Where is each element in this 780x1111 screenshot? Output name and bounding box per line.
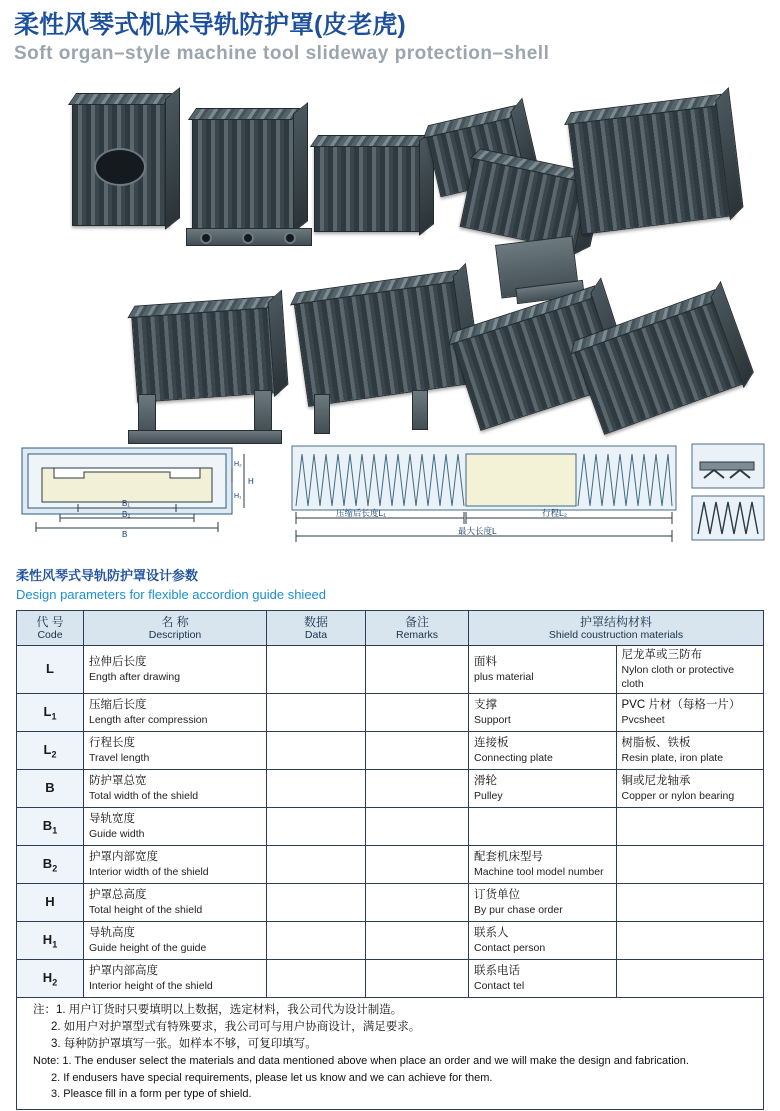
bellow-top-face: [310, 135, 426, 147]
desc-cn: 护罩总高度: [89, 889, 147, 901]
cell-description: [84, 846, 267, 884]
cell-data[interactable]: [267, 646, 366, 694]
desc-en: Interior height of the shield: [89, 980, 213, 992]
material-cn: 配套机床型号: [474, 851, 543, 863]
cell-material-name: [469, 846, 617, 884]
material-value-en: Resin plate, iron plate: [621, 752, 724, 764]
material-cn: 订货单位: [474, 889, 520, 901]
code-letter: H: [45, 893, 55, 909]
cell-description: [84, 646, 267, 694]
note-cn-3: 3. 每种防护罩填写一张。如样本不够，可复印填写。: [51, 1038, 317, 1050]
cell-material-name: [469, 922, 617, 960]
desc-en: Travel length: [89, 752, 150, 764]
product-photo-2: [192, 117, 296, 227]
table-row: [17, 646, 764, 694]
table-row: [17, 770, 764, 808]
material-en: Pulley: [474, 790, 503, 802]
material-en: plus material: [474, 671, 534, 683]
cell-material-value: [616, 770, 764, 808]
material-en: By pur chase order: [474, 904, 563, 916]
cell-code: [17, 770, 84, 808]
code-subscript: 2: [51, 749, 57, 760]
product-photo-6: [568, 103, 733, 233]
col-materials-en: Shield coustruction materials: [548, 628, 684, 641]
cell-description: [84, 808, 267, 846]
svg-text:B₂: B₂: [122, 510, 131, 519]
material-en: Connecting plate: [474, 752, 553, 764]
table-row: [17, 808, 764, 846]
code-subscript: 2: [52, 977, 58, 988]
desc-cn: 导轨高度: [89, 927, 135, 939]
cell-description: [84, 770, 267, 808]
note-cn-2: 2. 如用户对护罩型式有特殊要求，我公司可与用户协商设计，满足要求。: [51, 1021, 421, 1033]
cell-data[interactable]: [267, 960, 366, 998]
col-remarks-en: Remarks: [395, 628, 438, 641]
cell-material-value[interactable]: [616, 922, 764, 960]
note-en-3: 3. Pleasce fill in a form per type of shield.: [51, 1088, 252, 1100]
code-letter: L: [43, 741, 52, 757]
bellow-side-face: [293, 102, 308, 233]
cell-material-name: [469, 770, 617, 808]
product-photo-7: [131, 305, 277, 401]
cell-description: [84, 960, 267, 998]
col-remarks-cn: 备注: [404, 614, 429, 629]
cell-remark[interactable]: [366, 808, 469, 846]
col-data-cn: 数据: [303, 614, 328, 629]
cell-code: [17, 694, 84, 732]
support-leg: [314, 394, 330, 434]
cell-remark[interactable]: [366, 884, 469, 922]
col-code-cn: 代 号: [36, 614, 64, 629]
page-title-en: Soft organ–style machine tool slideway protection–shell: [14, 43, 550, 64]
col-materials-cn: 护罩结构材料: [579, 614, 652, 629]
cell-data[interactable]: [267, 922, 366, 960]
cell-data[interactable]: [267, 770, 366, 808]
technical-drawing-band: [14, 442, 766, 562]
code-letter: H: [42, 969, 53, 985]
bellow-bore-icon: [94, 148, 146, 186]
cell-code: [17, 922, 84, 960]
code-letter: H: [42, 931, 53, 947]
table-row: [17, 922, 764, 960]
cell-code: [17, 846, 84, 884]
cell-material-name: [469, 884, 617, 922]
desc-en: Total width of the shield: [89, 790, 199, 802]
cell-description: [84, 694, 267, 732]
desc-cn: 拉伸后长度: [89, 656, 147, 668]
cell-material-value[interactable]: [616, 884, 764, 922]
table-row: [17, 884, 764, 922]
cell-code: [17, 732, 84, 770]
page-header: [0, 0, 780, 66]
product-photo-8: [294, 279, 471, 405]
support-leg: [412, 390, 428, 430]
plate-hole: [284, 232, 296, 244]
bellow-body: [192, 117, 298, 229]
material-cn: 支撑: [474, 699, 497, 711]
table-row: [17, 846, 764, 884]
note-en-1: Note: 1. The enduser select the materials and data mentioned above when place an order and we will make the design and fabrication.: [33, 1055, 689, 1067]
material-value-en: Pvcsheet: [621, 714, 665, 726]
cell-material-name: [469, 694, 617, 732]
cell-code: [17, 646, 84, 694]
material-value-cn: 尼龙革或三防布: [621, 649, 702, 661]
desc-cn: 导轨宽度: [89, 813, 135, 825]
material-value-cn: 树脂板、铁板: [621, 737, 691, 749]
design-parameters-table: [16, 610, 764, 998]
cell-material-value[interactable]: [616, 960, 764, 998]
notes-block: [16, 998, 764, 1110]
svg-text:压缩后长度L₁: 压缩后长度L₁: [336, 508, 387, 518]
table-head: [17, 611, 764, 646]
bellow-body: [131, 305, 279, 403]
material-cn: 滑轮: [474, 775, 497, 787]
desc-cn: 行程长度: [89, 737, 135, 749]
desc-cn: 压缩后长度: [89, 699, 147, 711]
cell-remark[interactable]: [366, 960, 469, 998]
table-body: [17, 646, 764, 998]
desc-en: Ength after drawing: [89, 671, 181, 683]
cell-material-name: [469, 960, 617, 998]
note-en-2: 2. If endusers have special requirements, please let us know and we can achieve for them.: [51, 1071, 493, 1084]
cell-code: [17, 960, 84, 998]
code-letter: B: [42, 817, 53, 833]
cell-description: [84, 732, 267, 770]
code-subscript: 1: [52, 825, 58, 836]
cell-material-name: [469, 646, 617, 694]
support-leg: [254, 390, 272, 432]
cell-material-value: [616, 694, 764, 732]
code-letter: B: [42, 855, 53, 871]
material-cn: 联系电话: [474, 965, 520, 977]
cell-remark[interactable]: [366, 646, 469, 694]
svg-text:行程L₂: 行程L₂: [542, 508, 568, 518]
cell-remark[interactable]: [366, 732, 469, 770]
material-en: Support: [474, 714, 511, 726]
cell-data[interactable]: [267, 884, 366, 922]
bellow-top-face: [68, 93, 172, 105]
col-code: [17, 611, 84, 646]
svg-text:H: H: [248, 477, 254, 486]
cell-data[interactable]: [267, 808, 366, 846]
col-description: [84, 611, 267, 646]
subtitle-cn: 柔性风琴式导轨防护罩设计参数: [16, 568, 199, 583]
material-en: Contact tel: [474, 980, 525, 992]
cell-data[interactable]: [267, 694, 366, 732]
desc-en: Guide height of the guide: [89, 942, 207, 954]
material-cn: 面料: [474, 656, 497, 668]
product-photo-3: [314, 144, 422, 230]
desc-cn: 护罩内部宽度: [89, 851, 158, 863]
material-en: Contact person: [474, 942, 546, 954]
desc-en: Guide width: [89, 828, 145, 840]
cross-section-drawing: [20, 442, 272, 554]
material-value-cn: 铜或尼龙轴承: [621, 775, 691, 787]
material-value-cn: PVC 片材（每格一片）: [621, 699, 741, 711]
material-value-en: Nylon cloth or protective cloth: [621, 664, 735, 690]
material-value-en: Copper or nylon bearing: [621, 790, 735, 802]
col-description-en: Description: [148, 628, 202, 641]
length-diagram: [290, 442, 678, 554]
profile-detail-diagram: [690, 442, 766, 554]
svg-text:B: B: [122, 530, 128, 539]
cell-data[interactable]: [267, 732, 366, 770]
cell-material-value: [616, 732, 764, 770]
cell-data[interactable]: [267, 846, 366, 884]
cell-remark[interactable]: [366, 846, 469, 884]
cell-code: [17, 808, 84, 846]
cell-material-value: [616, 646, 764, 694]
cell-material-name: [469, 732, 617, 770]
code-subscript: 1: [52, 939, 58, 950]
code-subscript: 2: [52, 863, 58, 874]
svg-text:H₁: H₁: [234, 493, 242, 500]
desc-en: Interior width of the shield: [89, 866, 209, 878]
code-subscript: 1: [51, 711, 57, 722]
cell-description: [84, 922, 267, 960]
col-remarks: [366, 611, 469, 646]
design-parameters-subtitle: [0, 562, 780, 604]
product-photo-band: [14, 72, 766, 430]
material-en: Machine tool model number: [474, 866, 604, 878]
table-row: [17, 694, 764, 732]
desc-en: Total height of the shield: [89, 904, 203, 916]
cell-code: [17, 884, 84, 922]
cell-description: [84, 884, 267, 922]
page-title-cn: 柔性风琴式机床导轨防护罩(皮老虎): [14, 11, 406, 39]
cell-material-value: [616, 808, 764, 846]
svg-text:最大长度L: 最大长度L: [458, 526, 497, 536]
cell-material-value[interactable]: [616, 846, 764, 884]
col-materials: [469, 611, 764, 646]
cell-remark[interactable]: [366, 922, 469, 960]
col-code-en: Code: [37, 628, 63, 641]
material-cn: 联系人: [474, 927, 509, 939]
code-letter: B: [45, 779, 55, 795]
svg-text:B₁: B₁: [122, 499, 131, 508]
subtitle-en: Design parameters for flexible accordion guide shieed: [16, 587, 327, 602]
desc-en: Length after compression: [89, 714, 208, 726]
bellow-side-face: [165, 87, 180, 230]
bellow-body: [314, 144, 424, 232]
cell-remark[interactable]: [366, 694, 469, 732]
bellow-body: [568, 103, 735, 235]
desc-cn: 护罩内部高度: [89, 965, 158, 977]
desc-cn: 防护罩总宽: [89, 775, 147, 787]
code-letter: L: [46, 660, 54, 676]
plate-hole: [200, 232, 212, 244]
col-data-en: Data: [304, 628, 328, 641]
cell-material-name: [469, 808, 617, 846]
table-row: [17, 960, 764, 998]
bellow-top-face: [188, 108, 300, 120]
table-row: [17, 732, 764, 770]
product-photo-1: [72, 102, 168, 224]
col-data: [267, 611, 366, 646]
col-description-cn: 名 称: [161, 614, 189, 629]
svg-text:H₂: H₂: [234, 461, 242, 468]
cell-remark[interactable]: [366, 770, 469, 808]
material-cn: 连接板: [474, 737, 509, 749]
plate-hole: [242, 232, 254, 244]
note-cn-1: 注：1. 用户订货时只要填明以上数据，选定材料，我公司代为设计制造。: [33, 1004, 403, 1016]
table-header-row: [17, 611, 764, 646]
code-letter: L: [43, 703, 52, 719]
